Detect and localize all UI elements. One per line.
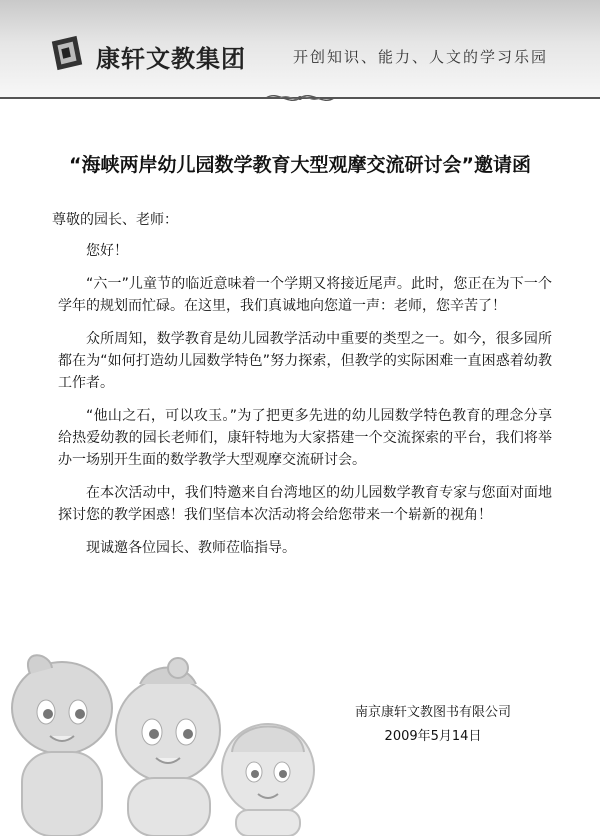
slogan: 开创知识、能力、人文的学习乐园 — [292, 48, 548, 66]
signature-block — [348, 701, 518, 749]
flourish-ornament-icon — [264, 88, 336, 108]
kangxuan-logo-icon — [48, 34, 86, 72]
paragraph-1: “六一”儿童节的临近意味着一个学期又将接近尾声。此时，您正在为下一个学年的规划而忙碌。在这里，我们真诚地向您道一声：老师，您辛苦了！ — [58, 276, 552, 314]
letter-title: “海峡两岸幼儿园数学教育大型观摩交流研讨会”邀请函 — [69, 154, 531, 176]
letterhead-header — [0, 0, 600, 97]
signature-date: 2009年5月14日 — [384, 729, 482, 744]
paragraph-4: 在本次活动中，我们特邀来自台湾地区的幼儿园数学教育专家与您面对面地探讨您的教学困惑！我们坚信本次活动将会给您带来一个崭新的视角！ — [58, 485, 552, 523]
signature-company: 南京康轩文教图书有限公司 — [354, 705, 511, 720]
salutation: 尊敬的园长、老师： — [52, 212, 178, 228]
paragraph-2: 众所周知，数学教育是幼儿园教学活动中重要的类型之一。如今，很多园所都在为“如何打造幼儿园数学特色”努力探索，但教学的实际困难一直困惑着幼教工作者。 — [58, 331, 552, 391]
brand-name: 康轩文教集团 — [96, 45, 246, 73]
paragraph-3: “他山之石，可以攻玉。”为了把更多先进的幼儿园数学特色教育的理念分享给热爱幼教的园长老师们，康轩特地为大家搭建一个交流探索的平台，我们将举办一场别开生面的数学教学大型观摩交流研讨会。 — [58, 408, 552, 468]
paragraph-greeting: 您好！ — [86, 243, 128, 259]
letter-body — [58, 240, 552, 570]
paragraph-invitation: 现诚邀各位园长、教师莅临指导。 — [86, 540, 296, 556]
cartoon-mascots-icon — [0, 648, 330, 836]
